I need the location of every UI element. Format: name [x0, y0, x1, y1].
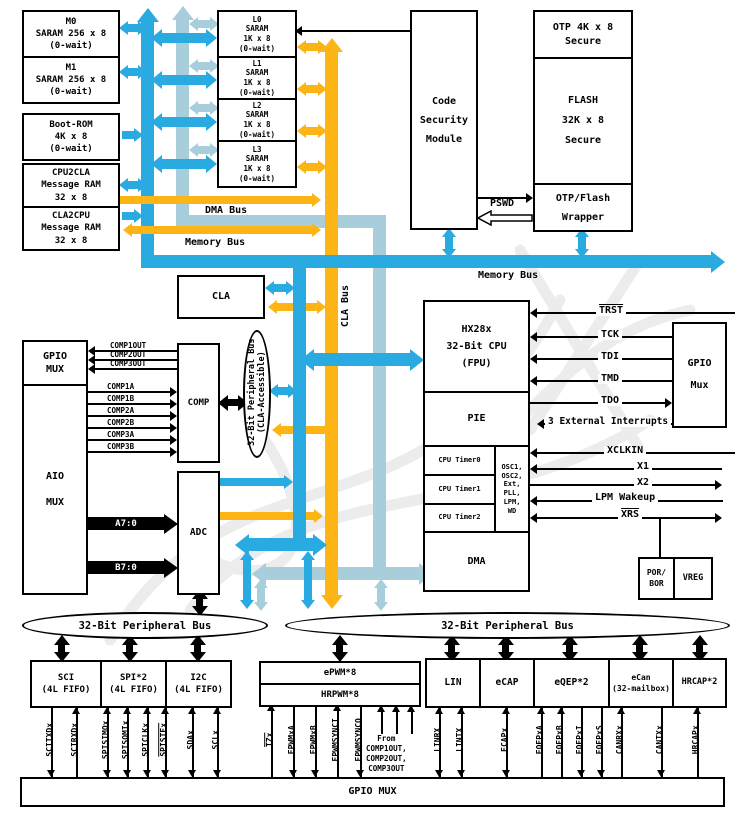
scitxd-label: SCITXDx	[45, 722, 55, 757]
l0-mem-arrow	[162, 33, 206, 43]
from-comp-label: From COMP1OUT, COMP2OUT, COMP3OUT	[366, 734, 407, 774]
tmd-label: TMD	[598, 374, 622, 384]
arrowhead	[530, 496, 537, 506]
from-comp-line3	[411, 712, 413, 734]
bus-i2c-arrow	[194, 645, 201, 652]
tdi-label: TDI	[598, 352, 622, 362]
block-ecan: eCan (32-mailbox)	[608, 658, 674, 708]
scirxd-label: SCIRXDx	[70, 722, 80, 757]
l2-dma-arrow	[198, 104, 210, 112]
block-dma: DMA	[423, 531, 530, 592]
tdo-label: TDO	[598, 396, 622, 406]
cla2cpu-memory-bus-line	[132, 226, 312, 234]
trst-line	[537, 312, 735, 314]
l1-dma-arrow	[198, 62, 210, 70]
comp3a-label: COMP3A	[104, 431, 137, 439]
eqepxb-label: EQEPxB	[555, 725, 565, 755]
l3-dma-arrow	[198, 146, 210, 154]
bus-eqep-arrow	[566, 645, 573, 652]
block-pie: PIE	[423, 391, 530, 447]
adc-ch-a-label: A7:0	[115, 518, 137, 529]
from-comp-line2	[396, 712, 398, 734]
adc-peribus-arrow	[196, 599, 203, 606]
comp3out-label: COMP3OUT	[110, 359, 147, 368]
from-comp-line1	[381, 712, 383, 734]
epwmxa-label: EPWMxA	[287, 725, 297, 755]
x2-label: X2	[634, 478, 652, 488]
arrowhead	[530, 354, 537, 364]
block-otp: OTP 4K x 8 Secure	[533, 10, 633, 59]
arrowhead	[170, 423, 177, 433]
l2-cla-arrow	[306, 127, 318, 135]
block-adc: ADC	[177, 471, 220, 595]
block-ecap: eCAP	[479, 658, 535, 708]
block-l2-saram: L2 SARAM 1K x 8 (0-wait)	[217, 98, 297, 142]
arrowhead	[170, 435, 177, 445]
comp2b-line	[88, 427, 170, 429]
cla2cpu-bus-arrow	[122, 212, 134, 220]
dma-bus-vertical-center	[373, 215, 386, 580]
block-flash: FLASH 32K x 8 Secure	[533, 57, 633, 185]
bus-ecap-arrow	[502, 645, 509, 652]
peripheral-bus-right-label: 32-Bit Peripheral Bus	[441, 619, 574, 632]
l1-mem-arrow	[162, 75, 206, 85]
l1-cla-arrow	[306, 85, 318, 93]
block-l3-saram: L3 SARAM 1K x 8 (0-wait)	[217, 140, 297, 188]
arrowhead	[170, 387, 177, 397]
tz-label: $\overline{TZx}$	[265, 732, 275, 748]
comp1b-label: COMP1B	[104, 395, 137, 403]
epwmxb-label: EPWMxB	[309, 725, 319, 755]
l2-mem-arrow	[162, 117, 206, 127]
hrcapx-label: HRCAPx	[691, 725, 701, 755]
cla-bus-label: CLA Bus	[340, 284, 351, 328]
arrowhead	[665, 398, 672, 408]
comp-peribus-arrow	[228, 399, 238, 406]
block-cpu2cla-ram: CPU2CLA Message RAM 32 x 8	[22, 163, 120, 208]
dmabus-rightoval-arrow	[377, 588, 385, 602]
block-lin: LIN	[425, 658, 481, 708]
memory-bus-main-label: Memory Bus	[478, 270, 539, 281]
l0-dma-arrow	[198, 20, 210, 28]
xrs-por-line	[659, 518, 661, 558]
block-cla: CLA	[177, 275, 265, 319]
comp2a-line	[88, 415, 170, 417]
bus-epwm-arrow	[336, 645, 343, 652]
block-epwm: ePWM*8	[259, 661, 421, 685]
block-m0-saram: M0 SARAM 256 x 8 (0-wait)	[22, 10, 120, 58]
peribus-mem-arrow	[278, 387, 288, 395]
arrowhead	[170, 411, 177, 421]
membus-leftoval-arrow	[243, 560, 251, 600]
block-m1-saram: M1 SARAM 256 x 8 (0-wait)	[22, 56, 120, 104]
arrowhead	[530, 332, 537, 342]
adc-channel-b-bus	[88, 561, 164, 574]
m1-bus-arrow	[128, 68, 138, 76]
memory-bus-vertical-center	[293, 262, 306, 544]
arrowhead	[530, 513, 537, 523]
dma-bus-label: DMA Bus	[205, 205, 248, 216]
block-cpu-timer1: CPU Timer1	[423, 474, 496, 505]
spiste-label: SPISTEx	[159, 722, 169, 757]
comp2a-label: COMP2A	[104, 407, 137, 415]
arrowhead	[88, 364, 95, 374]
dmabus-leftoval-arrow	[257, 588, 265, 602]
eqepxi-label: EQEPxI	[575, 725, 585, 755]
cpu2cla-dma-bus-line	[120, 196, 312, 204]
peripheral-bus-left-oval	[22, 612, 268, 639]
membus-rightoval-arrow	[304, 560, 312, 600]
arrowhead	[526, 193, 533, 203]
arrowhead	[537, 419, 544, 429]
canrx-label: CANRXx	[615, 725, 625, 755]
adc-channel-a-bus	[88, 517, 164, 530]
arrowhead	[715, 513, 722, 523]
cantx-label: CANTXx	[655, 725, 665, 755]
lpm-wakeup-label: LPM Wakeup	[592, 493, 658, 503]
memory-bus-left-label: Memory Bus	[185, 237, 246, 248]
csm-membus-arrow	[445, 237, 453, 249]
bootrom-bus-arrow	[122, 131, 134, 139]
block-i2c: I2C (4L FIFO)	[165, 660, 232, 708]
ecapx-label: ECAPx	[500, 727, 510, 752]
epwmsynco-label: EPWMSYNCO	[354, 718, 364, 762]
adc-mem-arrow	[220, 478, 284, 486]
arrowhead	[170, 399, 177, 409]
comp3a-line	[88, 439, 170, 441]
block-hrpwm: HRPWM*8	[259, 683, 421, 707]
comp1a-label: COMP1A	[104, 383, 137, 391]
peripheral-bus-left-label: 32-Bit Peripheral Bus	[78, 619, 212, 632]
block-gpio-mux-left: GPIO MUX	[22, 340, 88, 386]
block-otp-flash-wrapper: OTP/Flash Wrapper	[533, 183, 633, 232]
block-comp: COMP	[177, 343, 220, 463]
bus-hrcap-arrow	[696, 645, 703, 652]
block-hrcap: HRCAP*2	[672, 658, 727, 708]
memory-bus-to-adc-arrow	[249, 538, 313, 551]
comp2out-label: COMP2OUT	[110, 350, 147, 359]
wrapper-membus-arrow	[578, 237, 586, 249]
trst-label: TRST	[596, 306, 626, 316]
pswd-label: PSWD	[487, 199, 517, 209]
arrowhead	[530, 376, 537, 386]
block-aio-mux: AIO MUX	[22, 384, 88, 595]
block-cpu: HX28x 32-Bit CPU (FPU)	[423, 300, 530, 393]
cpu2cla-bus-arrow	[128, 181, 138, 189]
arrowhead	[170, 447, 177, 457]
block-gpio-mux-bottom: GPIO MUX	[20, 777, 725, 807]
sda-label: SDAx	[186, 730, 196, 750]
spisimo-label: SPISIMOx	[101, 720, 111, 760]
block-l0-saram: L0 SARAM 1K x 8 (0-wait)	[217, 10, 297, 58]
tck-label: TCK	[598, 330, 622, 340]
x2-line	[530, 484, 715, 486]
arrowhead	[715, 480, 722, 490]
linrx-label: LINRX	[433, 727, 443, 752]
memory-bus-main	[141, 255, 711, 268]
xrs-label: $\overline{XRS}$	[618, 510, 642, 520]
ext-interrupts-label: 3 External Interrupts	[545, 417, 671, 427]
block-cpu-timer0: CPU Timer0	[423, 445, 496, 476]
l3-cla-arrow	[306, 163, 318, 171]
arrowhead	[530, 308, 537, 318]
block-eqep: eQEP*2	[533, 658, 610, 708]
comp1b-line	[88, 403, 170, 405]
block-vreg: VREG	[673, 557, 713, 600]
block-boot-rom: Boot-ROM 4K x 8 (0-wait)	[22, 113, 120, 161]
block-gpio-mux-right: GPIO Mux	[672, 322, 727, 428]
x1-line	[537, 468, 722, 470]
comp2b-label: COMP2B	[104, 419, 137, 427]
epwmsynci-label: EPWMSYNCI	[331, 718, 341, 762]
bus-sci-arrow	[58, 645, 65, 652]
block-por-bor: POR/ BOR	[638, 557, 675, 600]
arrowhead	[530, 464, 537, 474]
block-cpu-timer2: CPU Timer2	[423, 503, 496, 533]
l0-cla-arrow	[306, 43, 318, 51]
comp3out-line	[93, 368, 177, 370]
block-code-security-module: Code Security Module	[410, 10, 478, 230]
spiclk-label: SPICLKx	[141, 722, 151, 757]
cla-mem-arrow	[274, 284, 286, 292]
arrowhead	[530, 448, 537, 458]
m0-bus-arrow	[128, 24, 138, 32]
eqepxa-label: EQEPxA	[535, 725, 545, 755]
eqepxs-label: EQEPxS	[595, 725, 605, 755]
block-osc-pll: OSC1, OSC2, Ext, PLL, LPM, WD	[494, 445, 530, 533]
x1-label: X1	[634, 462, 652, 472]
comp3b-label: COMP3B	[104, 443, 137, 451]
l3-mem-arrow	[162, 159, 206, 169]
comp3b-line	[88, 451, 170, 453]
adc-ch-b-label: B7:0	[115, 562, 137, 573]
peripheral-bus-right-oval	[285, 612, 730, 639]
csm-to-l0-line	[302, 30, 410, 32]
comp1a-line	[88, 391, 170, 393]
scl-label: SCLx	[211, 730, 221, 750]
bus-spi-arrow	[126, 645, 133, 652]
bus-lin-arrow	[448, 645, 455, 652]
block-l1-saram: L1 SARAM 1K x 8 (0-wait)	[217, 56, 297, 100]
comp1out-label: COMP1OUT	[110, 341, 147, 350]
memory-bus-to-cpu-arrow	[314, 353, 410, 366]
lintx-label: LINTX	[455, 727, 465, 752]
dma-bus-to-dma-arrow	[266, 567, 419, 580]
xclkin-label: XCLKIN	[604, 446, 646, 456]
pswd-hollow-arrow	[477, 210, 533, 226]
peripheral-bus-cla-label: 32-Bit Peripheral Bus (CLA-Accessible)	[246, 338, 267, 446]
block-sci: SCI (4L FIFO)	[30, 660, 102, 708]
block-spi: SPI*2 (4L FIFO)	[100, 660, 167, 708]
block-cla2cpu-ram: CLA2CPU Message RAM 32 x 8	[22, 206, 120, 251]
bus-ecan-arrow	[636, 645, 643, 652]
spisomi-label: SPISOMIx	[121, 720, 131, 760]
